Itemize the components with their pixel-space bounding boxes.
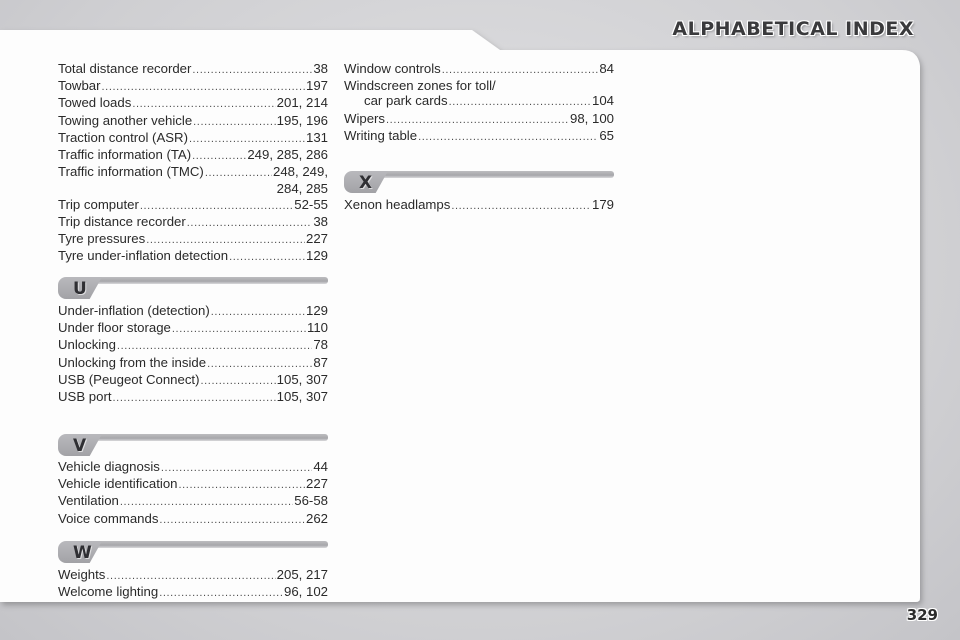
index-entry: Unlocking from the inside ..... 87 <box>58 355 328 372</box>
index-entry: Traction control (ASR) ..... 131 <box>58 130 328 147</box>
index-entry: Windscreen zones for toll/ <box>344 78 496 94</box>
page-title: ALPHABETICAL INDEX <box>672 18 914 40</box>
index-entry: Towing another vehicle ..... 195, 196 <box>58 113 328 130</box>
index-entry: Under-inflation (detection) ..... 129 <box>58 303 328 320</box>
t-entries <box>58 61 328 265</box>
section-header-u: U <box>58 277 328 299</box>
index-entry: Welcome lighting ..... 96, 102 <box>58 584 328 601</box>
section-header-w: W <box>58 541 328 563</box>
index-entry: Towbar ..... 197 <box>58 78 328 95</box>
index-entry: Traffic information (TA) ..... 249, 285, 286 <box>58 147 328 164</box>
index-entry: Ventilation ..... 56-58 <box>58 493 328 510</box>
index-entry: Tyre under-inflation detection ..... 129 <box>58 248 328 265</box>
w-entries-continued <box>344 61 614 145</box>
index-entry: USB port ..... 105, 307 <box>58 389 328 406</box>
section-header-x: X <box>344 171 614 193</box>
index-entry: Unlocking ..... 78 <box>58 337 328 354</box>
section-header-v: V <box>58 434 328 456</box>
u-entries <box>58 303 328 406</box>
v-entries <box>58 459 328 528</box>
index-entry-continuation: 284, 285 <box>276 181 328 197</box>
index-entry: Traffic information (TMC) ..... 248, 249, <box>58 164 328 181</box>
index-entry: Wipers ..... 98, 100 <box>344 111 614 128</box>
index-entry: Xenon headlamps ..... 179 <box>344 197 614 214</box>
index-entry: Voice commands ..... 262 <box>58 511 328 528</box>
index-entry: Window controls ..... 84 <box>344 61 614 78</box>
w-entries <box>58 567 328 601</box>
index-entry: Trip computer ..... 52-55 <box>58 197 328 214</box>
page-number: 329 <box>906 606 938 624</box>
index-entry: Towed loads ..... 201, 214 <box>58 95 328 112</box>
index-entry: USB (Peugeot Connect) ..... 105, 307 <box>58 372 328 389</box>
index-entry: Writing table ..... 65 <box>344 128 614 145</box>
index-entry: Weights ..... 205, 217 <box>58 567 328 584</box>
index-entry: Trip distance recorder ..... 38 <box>58 214 328 231</box>
index-entry: Under floor storage ..... 110 <box>58 320 328 337</box>
index-entry: Tyre pressures ..... 227 <box>58 231 328 248</box>
index-entry: Vehicle identification ..... 227 <box>58 476 328 493</box>
index-entry: Total distance recorder ..... 38 <box>58 61 328 78</box>
index-entry: Vehicle diagnosis ..... 44 <box>58 459 328 476</box>
x-entries <box>344 197 614 214</box>
index-entry: car park cards ..... 104 <box>344 93 614 110</box>
